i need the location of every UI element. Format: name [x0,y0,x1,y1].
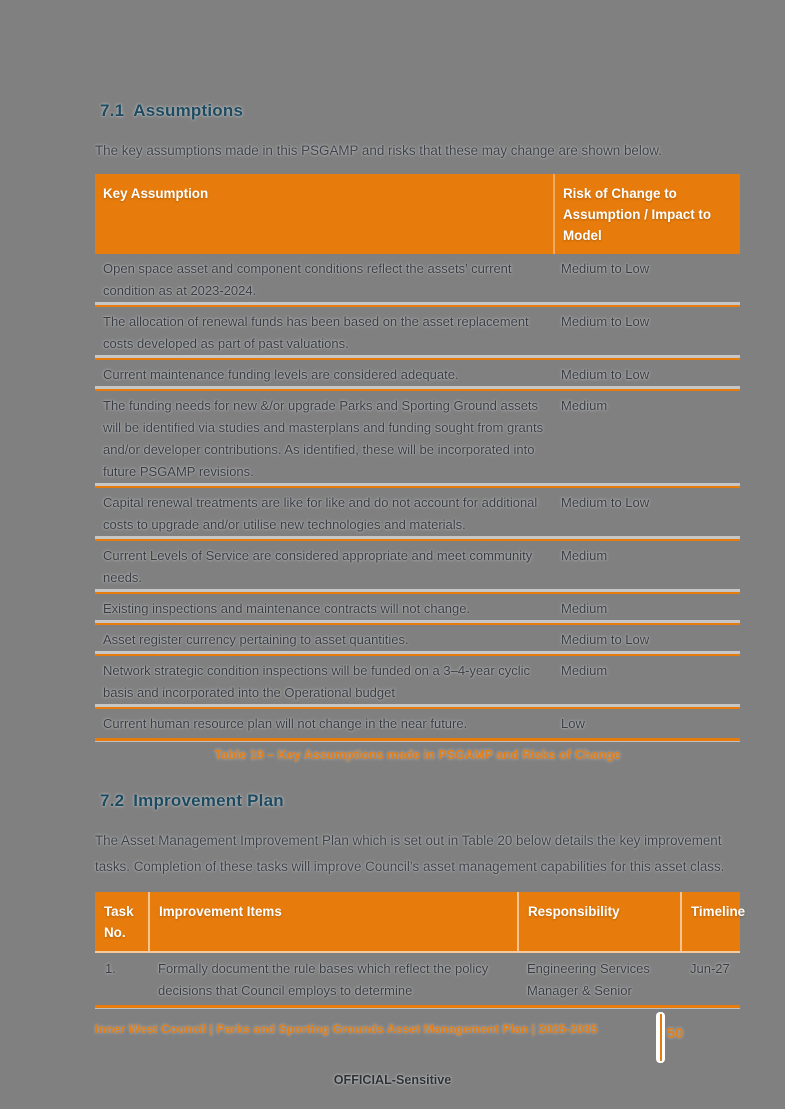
assumption-cell: Existing inspections and maintenance contracts will not change. [103,601,471,616]
header-risk-of-change: Risk of Change to Assumption / Impact to Model [553,174,740,254]
document-footer-text: Inner West Council | Parks and Sporting Grounds Asset Management Plan | 2025-2035 [95,1022,598,1036]
table-row [95,358,740,389]
table-bottom-rule [95,738,740,741]
assumption-cell: Asset register currency pertaining to asset quantities. [103,632,409,647]
risk-cell: Medium [561,548,608,563]
header-task-no: Task No. [104,904,134,940]
assumption-cell: Current Levels of Service are considered appropriate and meet community needs. [103,548,533,585]
page-number: 50 [667,1026,684,1042]
assumption-cell: Open space asset and component conditions reflect the assets’ current condition as at 2023-2024. [103,261,512,298]
responsibility-cell: Engineering Services Manager & Senior [527,961,650,998]
risk-cell: Medium to Low [561,261,650,276]
table-row [95,707,740,738]
assumptions-table-header [95,174,740,254]
section-number: 7.1 [100,101,125,120]
table-row [95,486,740,539]
page-number-marker-bar [656,1012,665,1063]
risk-cell: Medium to Low [561,495,650,510]
table-row [95,389,740,486]
assumptions-intro-paragraph: The key assumptions made in this PSGAMP and risks that these may change are shown below. [95,143,662,158]
improvement-item-cell: Formally document the rule bases which reflect the policy decisions that Council employs to determine [158,961,489,998]
assumption-cell: Current human resource plan will not change in the near future. [103,716,468,731]
assumption-cell: Current maintenance funding levels are considered adequate. [103,367,459,382]
assumption-cell: Network strategic condition inspections will be funded on a 3–4-year cyclic basis and incorporated into the Operational budget [103,663,531,700]
improvement-table-header [95,892,746,953]
assumptions-table-caption: Table 19 – Key Assumptions made in PSGAMP and Risks of Change [214,748,621,762]
section-heading-improvement-plan [95,791,740,811]
risk-cell: Medium to Low [561,314,650,329]
table-row [95,953,740,1005]
risk-cell: Medium [561,398,608,413]
assumptions-table [95,174,740,741]
classification-label: OFFICIAL-Sensitive [333,1073,452,1087]
timeline-cell: Jun-27 [690,961,730,976]
improvement-intro-paragraph: The Asset Management Improvement Plan which is set out in Table 20 below details the key improvement tasks. Completion of these tasks will improve Council’s asset management capabilities for this asset class. [95,833,725,874]
assumption-cell: The allocation of renewal funds has been based on the asset replacement costs developed as part of past valuations. [103,314,529,351]
task-no-cell: 1. [105,961,116,976]
header-timeline: Timeline [680,892,740,951]
risk-cell: Low [561,716,585,731]
header-key-assumption: Key Assumption [103,186,209,201]
table-bottom-rule [95,1005,740,1008]
table-row [95,305,740,358]
risk-cell: Medium [561,601,608,616]
table-row [95,539,740,592]
header-responsibility: Responsibility [517,892,680,951]
assumption-cell: Capital renewal treatments are like for like and do not account for additional costs to upgrade and/or utilise new technologies and materials. [103,495,538,532]
section-title: Assumptions [133,101,244,120]
assumption-cell: The funding needs for new &/or upgrade Parks and Sporting Ground assets will be identified via studies and masterplans and funding sought from grants and/or developer contributions. As identified, these will be incorporated into future PSGAMP revisions. [103,398,544,479]
page-number-marker-line [660,1014,662,1061]
header-improvement-items: Improvement Items [148,892,517,951]
table-row [95,592,740,623]
risk-cell: Medium [561,663,608,678]
risk-cell: Medium to Low [561,632,650,647]
section-title: Improvement Plan [133,791,284,810]
page-content [95,0,746,1036]
table-row [95,254,740,305]
table-row [95,654,740,707]
improvement-table [95,892,746,1008]
risk-cell: Medium to Low [561,367,650,382]
section-number: 7.2 [100,791,125,810]
section-heading-assumptions [95,101,740,121]
table-row [95,623,740,654]
